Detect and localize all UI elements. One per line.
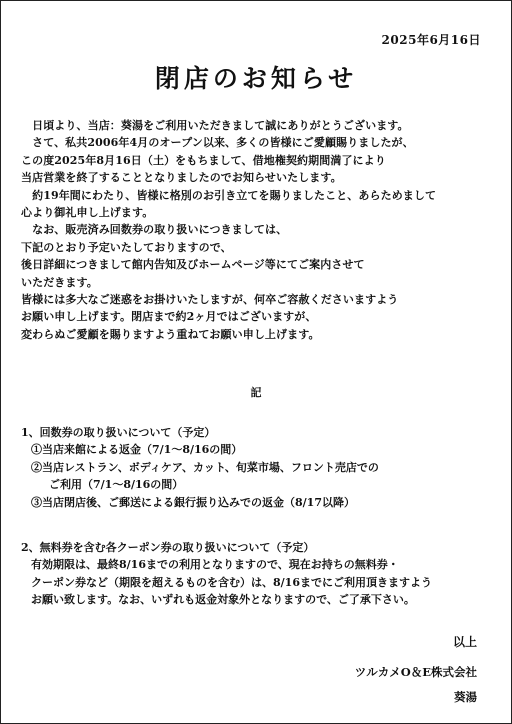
body-line: 心より御礼申し上げます。: [21, 206, 154, 220]
body-line: この度2025年8月16日（土）をもちまして、借地権契約期間満了により: [21, 153, 386, 167]
body-line: 当店営業を終了することとなりましたのでお知らせいたします。: [21, 171, 342, 185]
body-line: お願い申し上げます。閉店まで約2ヶ月ではございますが、: [21, 310, 317, 324]
notice-title: 閉店のお知らせ: [154, 64, 358, 93]
section1-heading: 1、回数券の取り扱いについて（予定）: [21, 426, 216, 439]
section1-item3: ③当店閉店後、ご郵送による銀行振り込みでの返金（8/17以降）: [31, 495, 355, 509]
body-line: 変わらぬご愛顧を賜りますよう重ねてお願い申し上げます。: [21, 327, 320, 341]
section-coupon-tickets: [21, 424, 493, 511]
body-line: 後日詳細につきまして館内告知及びホームページ等にてご案内させて: [21, 258, 365, 272]
section1-item1: ①当店来館による返金（7/1～8/16の間）: [31, 443, 243, 457]
notice-date: 2025年6月16日: [381, 33, 481, 47]
section2-line: 有効期限は、最終8/16までの利用となりますので、現在お持ちの無料券・: [31, 558, 399, 572]
ki-marker: 記: [250, 386, 262, 399]
section2-line: クーポン券など（期限を超えるものを含む）は、8/16までにご利用頂きますよう: [31, 575, 432, 589]
shop-name: 葵湯: [454, 690, 477, 704]
company-name: ツルカメO＆E株式会社: [354, 665, 477, 679]
body-line: 日頃より、当店：葵湯をご利用いただきまして誠にありがとうございます。: [21, 119, 409, 132]
body-line: 皆様には多大なご迷惑をお掛けいたしますが、何卒ご容赦くださいますよう: [21, 293, 399, 307]
body-line: 下記のとおり予定いたしておりますので、: [21, 240, 232, 254]
body-line: なお、販売済み回数券の取り扱いにつきましては、: [21, 223, 288, 237]
section-free-coupons: [21, 539, 493, 609]
notice-body: [21, 117, 493, 343]
section1-item2: ②当店レストラン、ボディケア、カット、旬菜市場、フロント売店での: [31, 460, 379, 474]
section2-line: お願い致します。なお、いずれも返金対象外となりますので、ご了承下さい。: [31, 593, 415, 607]
body-line: いただきます。: [21, 275, 98, 289]
section2-heading: 2、無料券を含む各クーポン券の取り扱いについて（予定）: [21, 541, 315, 554]
body-line: さて、私共2006年4月のオープン以来、多くの皆様にご愛顧賜りましたが、: [21, 136, 414, 150]
closing-mark: 以上: [452, 635, 477, 649]
body-line: 約19年間にわたり、皆様に格別のお引き立てを賜りましたこと、あらためまして: [21, 188, 437, 202]
section1-item2-continued: ご利用（7/1～8/16の間）: [49, 478, 184, 492]
